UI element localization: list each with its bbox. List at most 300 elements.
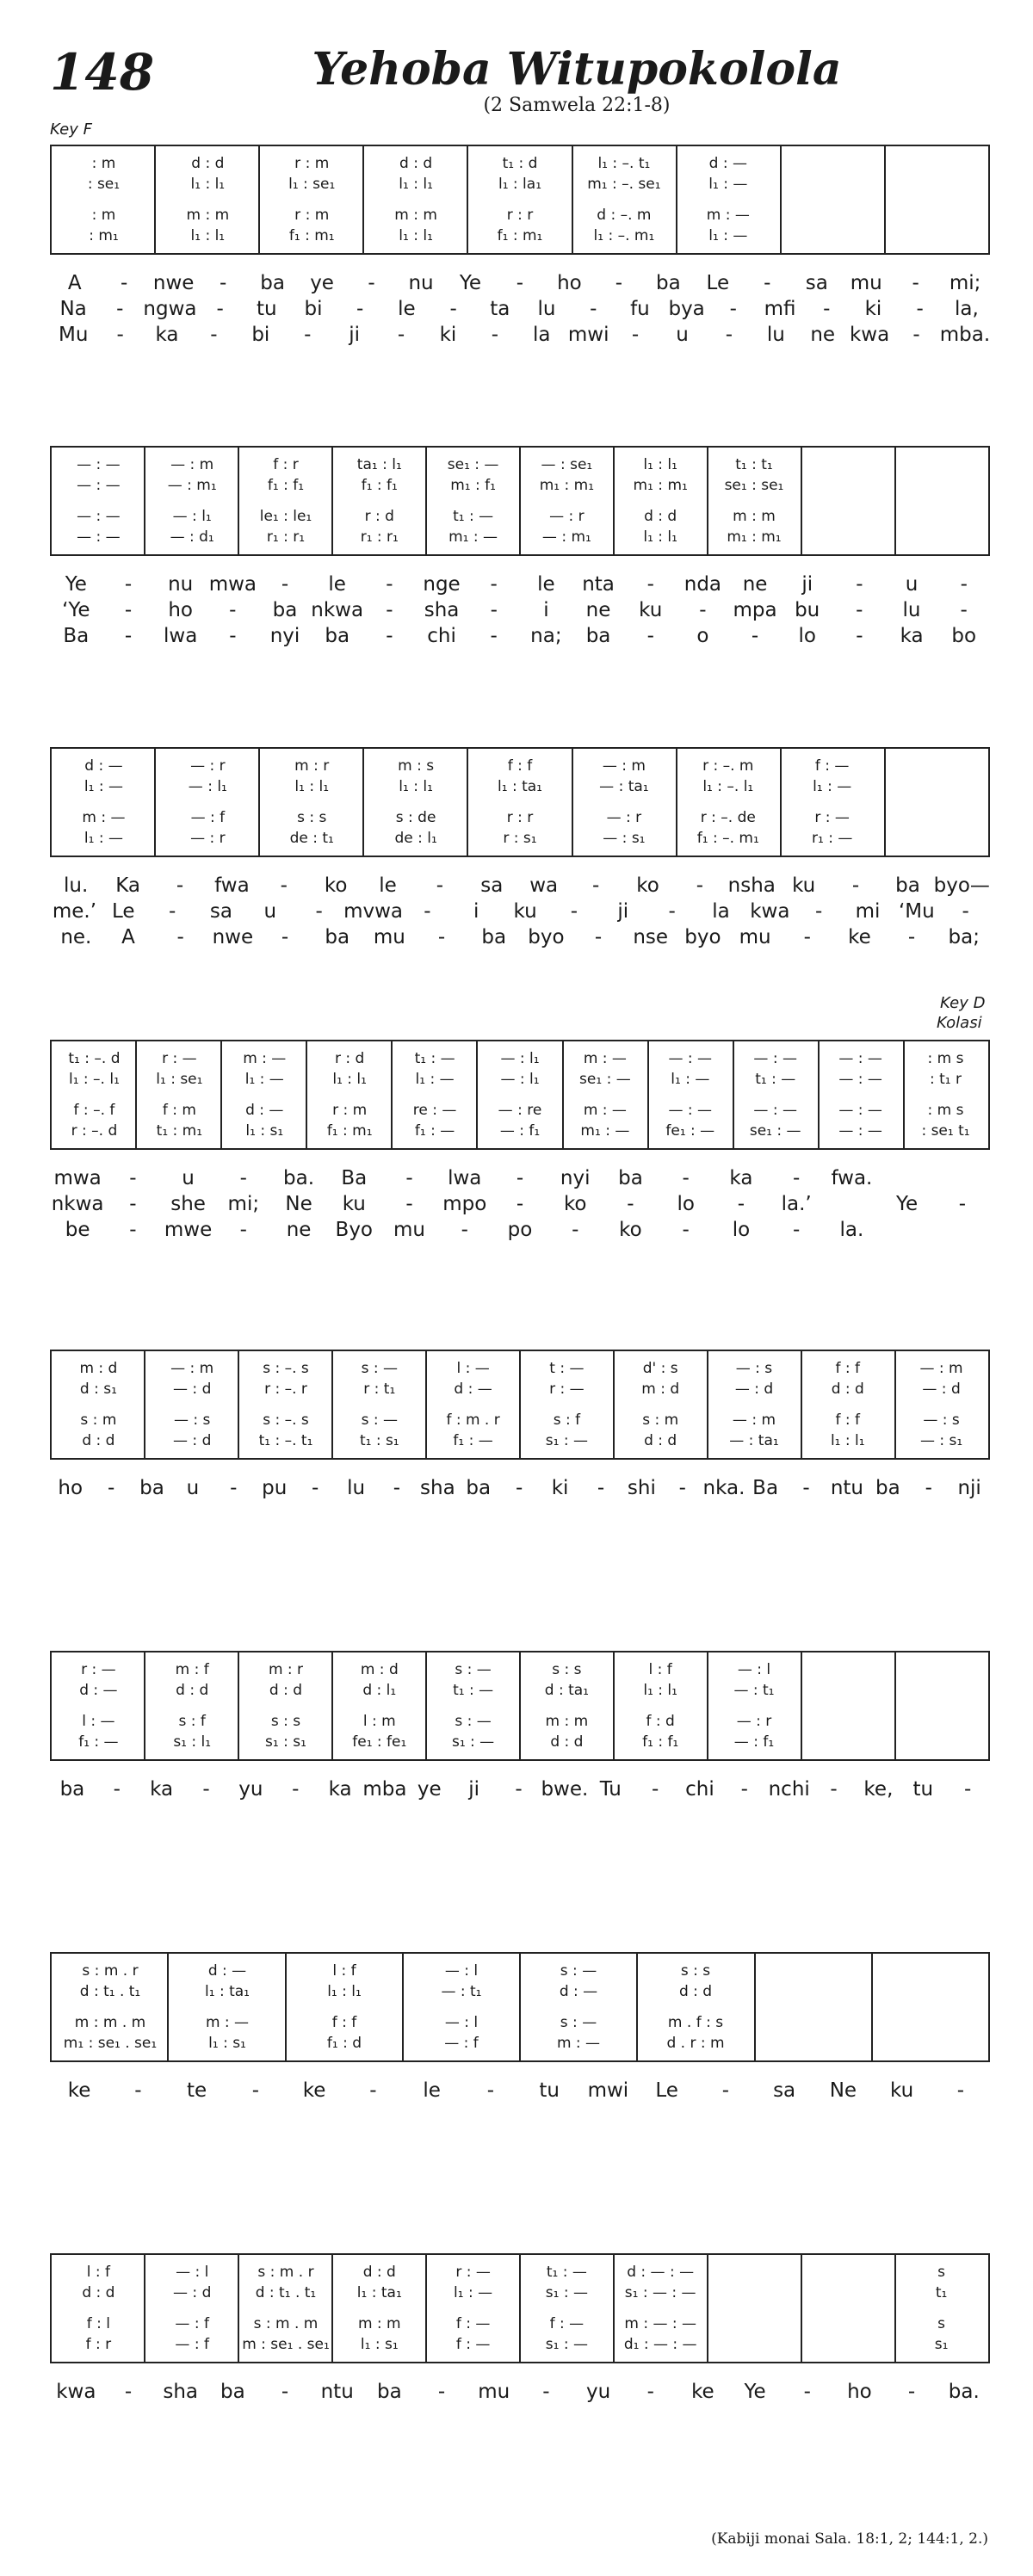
lyric-syllable: chi <box>427 625 456 647</box>
note-cell: s : m <box>80 1412 117 1429</box>
lyric-syllable: - <box>168 900 176 923</box>
lyric-syllable: ‘Mu <box>898 900 935 923</box>
lyric-syllable: nu <box>168 573 194 596</box>
voice-part <box>52 1962 988 1980</box>
note-cell: l₁ : l₁ <box>830 1432 865 1449</box>
note-cell: l₁ : ta₁ <box>205 1983 250 2000</box>
note-cell: f₁ : f₁ <box>267 477 305 494</box>
note-cell <box>708 2315 801 2332</box>
lyric-syllable: Ye <box>459 272 482 294</box>
note-cell: s : m . r <box>82 1962 139 1980</box>
lyric-syllable: yu <box>238 1778 263 1801</box>
footnote: (Kabiji monai Sala. 18:1, 2; 144:1, 2.) <box>711 2530 988 2548</box>
lyric-syllable <box>824 1193 879 1215</box>
music-system <box>50 1350 990 1499</box>
voice-part <box>52 2315 988 2332</box>
lyric-syllable: - <box>678 1477 686 1499</box>
lyric-syllable: i <box>473 900 479 923</box>
lyric-syllable: mu <box>393 1219 426 1241</box>
lyric-syllable: wa <box>529 874 559 897</box>
note-cell: s₁ : — <box>545 2336 588 2353</box>
lyric-syllable: - <box>405 1167 413 1189</box>
lyric-syllable: mwe <box>164 1219 213 1241</box>
lyric-line <box>50 573 990 596</box>
lyric-syllable: i <box>543 599 549 621</box>
note-cell: s <box>937 2264 945 2281</box>
note-cell: l₁ : l₁ <box>399 778 433 795</box>
note-cell: : se₁ t₁ <box>921 1122 970 1140</box>
note-cell: l : — <box>456 1360 490 1377</box>
note-cell: f₁ : m₁ <box>497 227 543 244</box>
note-cell: d : l₁ <box>362 1682 397 1699</box>
lyric-syllable: - <box>210 324 218 346</box>
lyric-syllable: - <box>292 1778 300 1801</box>
lyric-syllable: le <box>379 874 397 897</box>
lyric-syllable: - <box>699 599 707 621</box>
note-cell: — : t₁ <box>733 1682 775 1699</box>
note-cell: — : f <box>190 809 226 826</box>
lyric-syllable: ko <box>636 874 659 897</box>
note-cell: r : –. r <box>264 1381 307 1398</box>
note-cell <box>871 1983 988 2000</box>
lyric-syllable: Byo <box>335 1219 374 1241</box>
note-cell: f : — <box>455 2315 491 2332</box>
lyric-syllable: u <box>182 1167 195 1189</box>
lyric-syllable: lo <box>798 625 816 647</box>
note-cell: m : — <box>243 1050 287 1067</box>
note-cell <box>801 2315 894 2332</box>
note-cell: s : m . r <box>257 2264 314 2281</box>
music-system <box>50 747 990 948</box>
note-cell: l₁ : l₁ <box>643 528 677 546</box>
note-cell: — : l <box>444 2014 479 2031</box>
note-cell: f : r <box>273 456 299 473</box>
lyric-syllable: ta <box>490 298 510 320</box>
lyric-syllable: ho <box>58 1477 84 1499</box>
note-cell: l : f <box>648 1661 672 1678</box>
voice-part <box>52 1682 988 1699</box>
lyric-syllable: ba <box>260 272 285 294</box>
lyric-line <box>50 324 990 346</box>
lyric-syllable: - <box>216 298 224 320</box>
lyric-syllable: - <box>107 1477 115 1499</box>
lyric-syllable: ji <box>349 324 361 346</box>
lyric-syllable: Ye <box>65 573 87 596</box>
music-system <box>50 1952 990 2102</box>
voice-part <box>52 778 988 795</box>
note-cell: — : — <box>838 1102 882 1119</box>
lyric-syllable: fu <box>630 298 650 320</box>
voice-part <box>52 809 988 826</box>
note-cell <box>884 207 988 224</box>
note-cell: l₁ : — <box>454 2284 493 2301</box>
lyric-syllable: ntu <box>830 1477 864 1499</box>
note-cell: d : t₁ . t₁ <box>79 1983 141 2000</box>
note-cell: d : — <box>79 1682 118 1699</box>
note-cell: f₁ : — <box>453 1432 493 1449</box>
note-cell <box>801 528 894 546</box>
lyric-syllable: la. <box>839 1219 864 1241</box>
note-cell: m₁ : f₁ <box>450 477 496 494</box>
note-cell <box>708 2284 801 2301</box>
lyric-syllable: - <box>960 573 968 596</box>
note-cell: d . r : m <box>666 2035 725 2052</box>
lyric-syllable: nwe <box>152 272 195 294</box>
lyric-syllable: - <box>490 573 498 596</box>
lyric-syllable: Le <box>111 900 135 923</box>
note-cell: f : l <box>86 2315 111 2332</box>
note-cell: — : f <box>444 2035 479 2052</box>
note-cell: — : r <box>549 508 585 525</box>
lyric-syllable: me.’ <box>52 900 97 923</box>
lyric-syllable: nu <box>408 272 434 294</box>
note-cell: m₁ : se₁ . se₁ <box>63 2035 158 2052</box>
lyric-syllable: bya <box>668 298 705 320</box>
note-cell: s : de <box>395 809 436 826</box>
note-cell <box>801 2264 894 2281</box>
note-cell: r : m <box>332 1102 368 1119</box>
lyric-syllable: ne <box>742 573 768 596</box>
note-cell: re : — <box>412 1102 457 1119</box>
note-cell: : se₁ <box>87 176 121 193</box>
note-cell: r : — <box>455 2264 491 2281</box>
lyric-syllable: ne <box>585 599 611 621</box>
note-cell: d : d <box>831 1381 864 1398</box>
lyric-syllable: lwa <box>164 625 198 647</box>
note-cell: — : — <box>668 1050 713 1067</box>
note-cell: l₁ : l₁ <box>190 176 226 193</box>
note-cell: d : — <box>84 757 123 775</box>
note-cell: r₁ : r₁ <box>266 528 306 546</box>
note-cell <box>884 155 988 172</box>
lyric-syllable: - <box>516 1167 524 1189</box>
lyric-syllable: sa <box>773 2079 796 2102</box>
lyric-syllable: bi <box>304 298 323 320</box>
note-cell: d : –. m <box>597 207 652 224</box>
note-cell: s : — <box>560 2014 597 2031</box>
note-cell <box>801 2336 894 2353</box>
song-number: 148 <box>50 43 155 102</box>
note-cell: — : — <box>77 508 121 525</box>
note-cell: l₁ : se₁ <box>156 1071 203 1088</box>
lyric-syllable: tu <box>912 1778 934 1801</box>
voice-part <box>52 1360 988 1377</box>
lyric-line <box>50 874 990 897</box>
lyric-syllable: - <box>591 874 600 897</box>
note-cell: f₁ : f₁ <box>642 1733 679 1751</box>
voice-part <box>52 1733 988 1751</box>
lyric-syllable: ki <box>439 324 457 346</box>
note-cell: fe₁ : fe₁ <box>352 1733 407 1751</box>
voice-part <box>52 477 988 494</box>
voice-part <box>52 456 988 473</box>
note-cell: m : m . m <box>74 2014 146 2031</box>
note-cell: t₁ : — <box>414 1050 455 1067</box>
lyric-syllable: - <box>124 573 133 596</box>
lyric-syllable: kwa <box>750 900 790 923</box>
note-cell: : m <box>91 207 116 224</box>
lyric-syllable: ba <box>59 1778 85 1801</box>
note-cell: s : m <box>642 1412 679 1429</box>
note-cell: s : f <box>178 1713 206 1730</box>
score-staff <box>50 1952 990 2062</box>
lyric-syllable: - <box>356 298 364 320</box>
note-cell: de : l₁ <box>394 830 437 847</box>
lyric-syllable: - <box>793 1167 801 1189</box>
lyric-syllable: ne <box>286 1219 312 1241</box>
lyric-syllable <box>880 1167 935 1189</box>
lyric-syllable: ku <box>639 599 663 621</box>
note-cell: r : r <box>506 809 534 826</box>
lyric-syllable: Na <box>59 298 87 320</box>
scripture-reference: (2 Samwela 22:1-8) <box>483 95 671 116</box>
lyric-syllable: ho <box>557 272 582 294</box>
lyric-syllable: - <box>682 1219 690 1241</box>
note-cell: f : f <box>835 1360 861 1377</box>
lyric-syllable: mu <box>478 2381 510 2403</box>
note-cell <box>801 1661 894 1678</box>
lyric-syllable: pu <box>262 1477 288 1499</box>
lyric-syllable: ‘Ye <box>62 599 90 621</box>
lyric-syllable: - <box>740 1778 748 1801</box>
note-cell: — : — <box>77 528 121 546</box>
note-cell: m : d <box>360 1661 399 1678</box>
note-cell: r : –. m <box>702 757 754 775</box>
note-cell: — : l₁ <box>500 1050 540 1067</box>
lyric-syllable: ho <box>168 599 193 621</box>
lyric-syllable: lo <box>677 1193 695 1215</box>
note-cell: — : d <box>922 1381 961 1398</box>
note-cell: l₁ : — <box>84 830 123 847</box>
lyric-syllable: ka <box>328 1778 352 1801</box>
note-cell: d : — <box>454 1381 492 1398</box>
note-cell: l₁ : –. l₁ <box>702 778 754 795</box>
note-cell: d : d <box>362 2264 396 2281</box>
note-cell: l₁ : –. l₁ <box>68 1071 120 1088</box>
lyric-syllable: ba <box>875 1477 900 1499</box>
lyric-syllable: mpo <box>442 1193 487 1215</box>
note-cell: d : d <box>678 1983 713 2000</box>
note-cell <box>894 1661 988 1678</box>
lyric-syllable: - <box>916 298 924 320</box>
lyric-syllable: bi <box>251 324 270 346</box>
note-cell: m : m <box>733 508 776 525</box>
note-cell: l : — <box>82 1713 115 1730</box>
note-cell: s : s <box>552 1661 582 1678</box>
lyric-syllable: ka <box>155 324 179 346</box>
note-cell <box>754 1962 871 1980</box>
note-cell: s₁ : — <box>545 1432 588 1449</box>
lyric-syllable: - <box>116 298 124 320</box>
lyric-syllable: - <box>461 1219 468 1241</box>
lyric-syllable: - <box>129 1167 137 1189</box>
lyric-syllable: - <box>397 324 405 346</box>
lyric-syllable: fwa <box>214 874 250 897</box>
note-cell <box>871 2035 988 2052</box>
note-cell: m₁ : –. se₁ <box>587 176 661 193</box>
note-cell: l₁ : s₁ <box>245 1122 284 1140</box>
lyric-syllable: - <box>281 2381 289 2403</box>
note-cell: l₁ : la₁ <box>498 176 542 193</box>
lyric-syllable <box>880 1219 935 1241</box>
lyric-syllable: - <box>369 2079 377 2102</box>
lyric-line <box>50 2079 990 2102</box>
lyric-syllable: mwi <box>587 2079 629 2102</box>
lyric-syllable: na; <box>530 625 562 647</box>
lyric-syllable: Le <box>706 272 730 294</box>
lyric-line <box>50 1778 990 1801</box>
lyric-syllable: - <box>960 599 968 621</box>
note-cell: t₁ : –. d <box>68 1050 121 1067</box>
note-cell: m : — <box>583 1050 627 1067</box>
lyric-syllable: ku <box>342 1193 366 1215</box>
note-cell: l₁ : l₁ <box>643 1682 677 1699</box>
note-cell <box>884 778 988 795</box>
lyric-syllable: - <box>615 272 623 294</box>
lyric-syllable: bo <box>951 625 977 647</box>
voice-part <box>52 207 988 224</box>
lyric-syllable: sha <box>424 599 460 621</box>
note-cell: r : — <box>81 1661 116 1678</box>
lyric-syllable: mwi <box>567 324 609 346</box>
note-cell: — : m₁ <box>541 528 591 546</box>
note-cell: l₁ : — <box>708 227 748 244</box>
lyric-syllable: - <box>491 324 499 346</box>
note-cell: f : f <box>507 757 533 775</box>
lyric-syllable: ba <box>220 2381 245 2403</box>
note-cell: m : — <box>556 2035 601 2052</box>
lyric-syllable: - <box>124 625 133 647</box>
lyric-syllable: - <box>124 599 133 621</box>
lyric-syllable: mi; <box>949 272 981 294</box>
note-cell: l₁ : l₁ <box>327 1983 362 2000</box>
voice-part <box>52 2336 988 2353</box>
chorus-key-label: Key D <box>940 994 986 1012</box>
note-cell <box>754 2035 871 2052</box>
lyric-syllable: - <box>239 1219 247 1241</box>
note-cell: — : s <box>735 1360 773 1377</box>
lyric-syllable: ba <box>585 625 611 647</box>
note-cell: l : f <box>86 2264 111 2281</box>
note-cell <box>708 2336 801 2353</box>
lyric-syllable: po <box>507 1219 533 1241</box>
lyric-syllable: - <box>516 1477 523 1499</box>
lyric-syllable: ba <box>895 874 920 897</box>
note-cell: m : se₁ . se₁ <box>242 2336 330 2353</box>
note-cell: — : se₁ <box>541 456 593 473</box>
lyric-syllable: fwa. <box>831 1167 873 1189</box>
note-cell: se₁ : — <box>749 1122 801 1140</box>
score-staff <box>50 145 990 255</box>
voice-part <box>52 1432 988 1449</box>
lyric-line <box>50 1167 990 1189</box>
lyric-syllable: - <box>515 1778 523 1801</box>
lyric-syllable: - <box>393 1477 401 1499</box>
note-cell: s <box>937 2315 945 2332</box>
note-cell: r : — <box>549 1381 585 1398</box>
lyric-syllable: - <box>176 926 184 948</box>
lyric-syllable: - <box>823 298 831 320</box>
voice-part <box>52 1661 988 1678</box>
note-cell <box>884 757 988 775</box>
note-cell: m : d <box>79 1360 118 1377</box>
lyric-syllable: mu <box>373 926 405 948</box>
lyric-syllable: nkwa <box>51 1193 104 1215</box>
lyric-syllable: - <box>311 1477 319 1499</box>
lyric-syllable: - <box>368 272 375 294</box>
lyric-syllable: - <box>281 573 289 596</box>
lyric-syllable: ntu <box>320 2381 354 2403</box>
lyric-syllable: ji <box>468 1778 480 1801</box>
lyric-syllable: - <box>907 2381 916 2403</box>
note-cell <box>894 456 988 473</box>
note-cell <box>780 176 884 193</box>
note-cell: r : r <box>506 207 534 224</box>
lyric-syllable: Ba <box>63 625 90 647</box>
lyric-syllable: ku <box>890 2079 914 2102</box>
music-system <box>50 1651 990 1801</box>
lyric-syllable: - <box>721 2079 730 2102</box>
lyric-syllable: - <box>129 1219 137 1241</box>
voice-part <box>52 508 988 525</box>
score-staff <box>50 1350 990 1460</box>
lyric-syllable <box>935 1219 990 1241</box>
note-cell: — : m <box>602 757 646 775</box>
note-cell <box>884 227 988 244</box>
lyric-syllable: - <box>856 625 863 647</box>
lyric-syllable: - <box>486 2079 495 2102</box>
note-cell: fe₁ : — <box>665 1122 715 1140</box>
note-cell: r : –. de <box>700 809 756 826</box>
lyric-syllable: - <box>764 272 771 294</box>
note-cell <box>708 2264 801 2281</box>
voice-part <box>52 757 988 775</box>
lyric-syllable: - <box>280 874 288 897</box>
lyric-syllable: Ba <box>752 1477 779 1499</box>
lyric-syllable: mba <box>362 1778 407 1801</box>
lyric-syllable: - <box>737 1193 745 1215</box>
lyric-syllable: u <box>905 573 919 596</box>
note-cell: — : re <box>498 1102 542 1119</box>
score-staff <box>50 1651 990 1761</box>
lyric-syllable: - <box>113 1778 121 1801</box>
note-cell: f₁ : f₁ <box>361 477 398 494</box>
note-cell: — : r <box>190 757 226 775</box>
note-cell: s : — <box>455 1661 492 1678</box>
note-cell: f : m <box>162 1102 196 1119</box>
lyric-syllable: - <box>594 926 603 948</box>
lyric-syllable: le <box>398 298 416 320</box>
lyric-syllable: - <box>176 874 184 897</box>
note-cell: l₁ : — <box>813 778 852 795</box>
lyric-syllable: Mu <box>58 324 89 346</box>
note-cell <box>884 809 988 826</box>
note-cell <box>894 1733 988 1751</box>
lyric-syllable: mpa <box>733 599 777 621</box>
note-cell: t₁ : — <box>755 1071 796 1088</box>
lyric-syllable: bu <box>795 599 820 621</box>
lyric-syllable: te <box>187 2079 207 2102</box>
lyric-syllable: - <box>956 2079 965 2102</box>
note-cell: l₁ : — <box>415 1071 455 1088</box>
key-label: Key F <box>50 120 92 139</box>
note-cell: f : — <box>549 2315 585 2332</box>
note-cell: d : d <box>399 155 433 172</box>
lyric-syllable: le <box>328 573 346 596</box>
note-cell: l₁ : ta₁ <box>356 2284 402 2301</box>
lyric-syllable: mwa <box>53 1167 102 1189</box>
note-cell: d : — <box>245 1102 284 1119</box>
